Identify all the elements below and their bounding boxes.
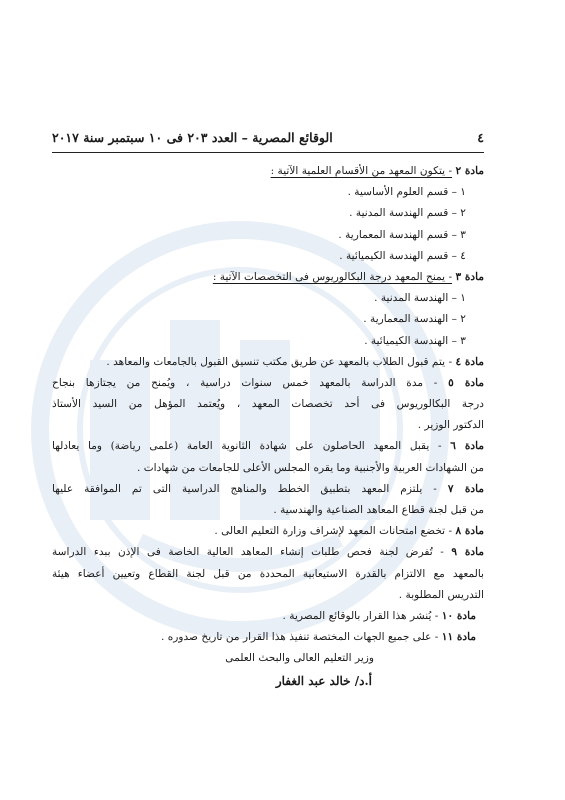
list-item: ٤ – قسم الهندسة الكيميائية .	[339, 249, 466, 262]
article-text: - على جميع الجهات المختصة تنفيذ هذا القرار من تاريخ صدوره .	[160, 631, 439, 644]
page-header	[52, 130, 484, 150]
article-6	[52, 436, 484, 457]
list-item: ١ – الهندسة المدنية .	[374, 292, 466, 305]
article-label: مادة ٢	[455, 165, 484, 177]
article-text: - يقبل المعهد الحاصلون على شهادة الثانوية العامة (علمى رياضة) وما يعادلها	[52, 440, 442, 453]
article-label: مادة ٦	[450, 440, 484, 453]
article-label: مادة ٨	[455, 525, 484, 538]
list-item: ٢ – الهندسة المعمارية .	[363, 313, 466, 326]
article-text: - يمنح المعهد درجة البكالوريوس فى التخصصات الآتية :	[212, 270, 453, 283]
article-2	[52, 161, 484, 182]
article-label: مادة ١١	[441, 631, 476, 644]
article-6-line-2: من الشهادات العربية والأجنبية وما يقره المجلس الأعلى للجامعات من شهادات .	[136, 461, 484, 474]
page-number: ٤	[477, 130, 484, 145]
article-label: مادة ٩	[451, 546, 484, 559]
article-3	[52, 267, 484, 288]
article-text: - يتم قبول الطلاب بالمعهد عن طريق مكتب تنسيق القبول بالجامعات والمعاهد .	[106, 355, 453, 368]
article-text: - يلتزم المعهد بتطبيق الخطط والمناهج الدراسية التى تم الموافقة عليها	[52, 482, 437, 495]
signature-title: وزير التعليم العالى والبحث العلمى	[225, 652, 374, 665]
article-label: مادة ٥	[448, 376, 484, 389]
list-item: ٣ – قسم الهندسة المعمارية .	[338, 228, 466, 241]
gazette-title: الوقائع المصرية – العدد ٢٠٣ فى ١٠ سبتمبر سنة ٢٠١٧	[52, 130, 333, 145]
list-item: ١ – قسم العلوم الأساسية .	[347, 186, 466, 199]
article-label: مادة ٣	[455, 270, 484, 283]
list-item: ٢ – قسم الهندسة المدنية .	[349, 207, 466, 220]
article-text: - يتكون المعهد من الأقسام العلمية الآتية :	[270, 165, 453, 177]
article-7-line-2: من قبل لجنة قطاع المعاهد الصناعية والهندسية .	[273, 504, 484, 516]
signature-name: أ.د/ خالد عبد الغفار	[275, 674, 372, 689]
article-text: - مدة الدراسة بالمعهد خمس سنوات دراسية ، ويُمنح من يجتازها بنجاح	[52, 376, 438, 389]
header-rule	[52, 152, 484, 153]
list-item: ٣ – الهندسة الكيميائية .	[364, 334, 466, 347]
article-text: - تخضع امتحانات المعهد لإشراف وزارة التعليم العالى .	[214, 525, 453, 538]
article-5-line-2: درجة البكالوريوس فى أحد تخصصات المعهد ، ويُعتمد المؤهل من السيد الأستاذ	[52, 398, 484, 411]
article-text: - يُنشر هذا القرار بالوقائع المصرية .	[282, 609, 439, 622]
article-9	[52, 542, 484, 563]
article-9-line-2: بالمعهد مع الالتزام بالقدرة الاستيعابية المحددة من قبل لجنة القطاع وتعيين أعضاء هيئة	[52, 567, 484, 580]
document-page	[52, 130, 484, 693]
article-8	[52, 521, 484, 542]
article-label: مادة ١٠	[441, 609, 476, 622]
article-10	[52, 606, 484, 627]
article-label: مادة ٤	[455, 355, 484, 368]
article-label: مادة ٧	[447, 482, 484, 495]
article-5	[52, 373, 484, 394]
article-text: - تُفرض لجنة فحص طلبات إنشاء المعاهد العالية الخاصة فى الإذن ببدء الدراسة	[52, 546, 444, 559]
article-9-line-3: التدريس المطلوبة .	[398, 588, 484, 601]
article-5-line-3: الدكتور الوزير .	[417, 419, 484, 432]
article-11	[52, 627, 484, 648]
article-4	[52, 352, 484, 373]
article-7	[52, 479, 484, 500]
